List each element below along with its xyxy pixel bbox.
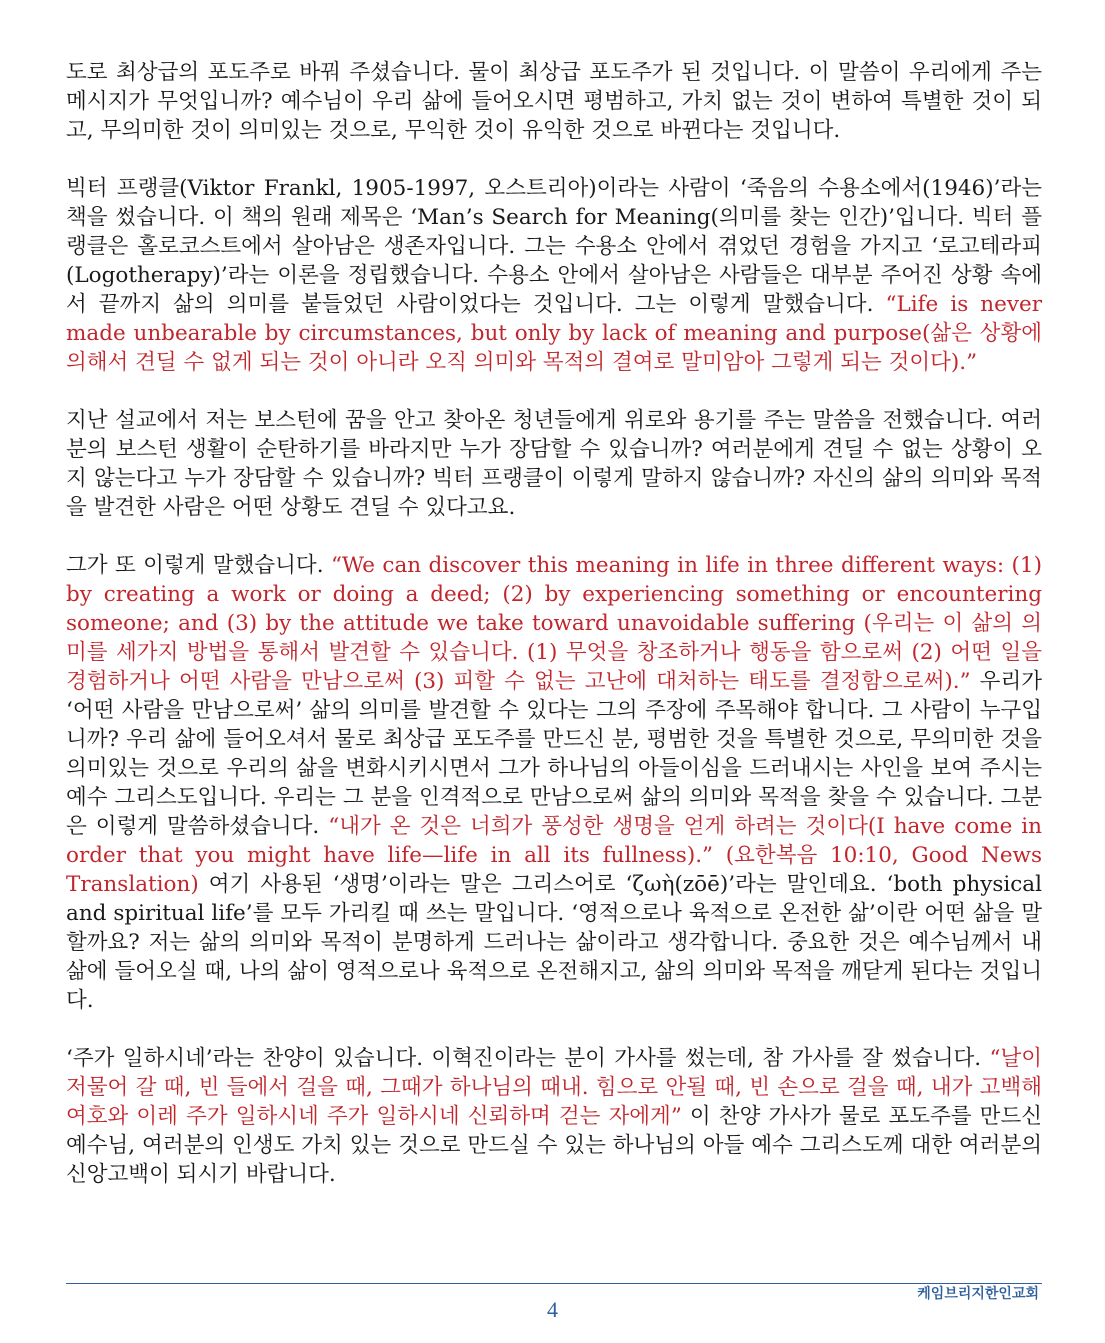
hymn-lyrics-quote: “날이 저물어 갈 때, 빈 들에서 걸을 때, 그때가 하나님의 때내. 힘으로 안될 때, 빈 손으로 걸을 때, 내가 고백해 여호와 이레 주가 일하시네 주가 일하시네 신뢰하며 걷는 자에게” bbox=[66, 1046, 1042, 1129]
scripture-quote: “내가 온 것은 너희가 풍성한 생명을 얻게 하려는 것이다(I have come in order that you might have life—life in all its fullness).” (요한복음 10:10, Good News Translation) bbox=[66, 814, 1042, 897]
paragraph-text: 빅터 프랭클(Viktor Frankl, 1905-1997, 오스트리아)이라는 사람이 ‘죽음의 수용소에서(1946)’라는 책을 썼습니다. 이 책의 원래 제목은 ‘Man’s Search for Meaning(의미를 찾는 인간)’입니다. 빅터 플랭클은 홀로코스트에서 살아남은 생존자입니다. 그는 수용소 안에서 겪었던 경험을 가지고 ‘로고테라피(Logotherapy)’라는 이론을 정립했습니다. 수용소 안에서 살아남은 사람들은 대부분 주어진 상황 속에서 끝까지 삶의 의미를 붙들었던 사람이었다는 것입니다. 그는 이렇게 말했습니다. bbox=[66, 176, 1042, 317]
paragraph-text: 우리가 ‘어떤 사람을 만남으로써’ 삶의 의미를 발견할 수 있다는 그의 주장에 주목해야 합니다. 그 사람이 누구입니까? 우리 삶에 들어오셔서 물로 최상급 포도주를 만드신 분, 평범한 것을 특별한 것으로, 무의미한 것을 의미있는 것으로 우리의 삶을 변화시키시면서 그가 하나님의 아들이심을 드러내시는 사인을 보여 주시는 예수 그리스도입니다. 우리는 그 분을 인격적으로 만남으로써 삶의 의미와 목적을 찾을 수 있습니다. 그분은 이렇게 말씀하셨습니다. bbox=[66, 669, 1042, 839]
three-ways-quote: “We can discover this meaning in life in three different ways: (1) by creating a work or doing a deed; (2) by experiencing something or encountering someone; and (3) by the attitude we take toward unavoidable suffering (우리는 이 삶의 의미를 세가지 방법을 통해서 발견할 수 있습니다. (1) 무엇을 창조하거나 행동을 함으로써 (2) 어떤 일을 경험하거나 어떤 사람을 만남으로써 (3) 피할 수 없는 고난에 대처하는 태도를 결정함으로써).” bbox=[66, 553, 1042, 694]
paragraph-text: 도로 최상급의 포도주로 바꿔 주셨습니다. 물이 최상급 포도주가 된 것입니다. 이 말씀이 우리에게 주는 메시지가 무엇입니까? 예수님이 우리 삶에 들어오시면 평범하고, 가치 없는 것이 변하여 특별한 것이 되고, 무의미한 것이 의미있는 것으로, 무익한 것이 유익한 것으로 바뀐다는 것입니다. bbox=[66, 60, 1042, 143]
paragraph-5 bbox=[66, 1044, 1042, 1189]
paragraph-text: 이 찬양 가사가 물로 포도주를 만드신 예수님, 여러분의 인생도 가치 있는 것으로 만드실 수 있는 하나님의 아들 예수 그리스도께 대한 여러분의 신앙고백이 되시기 바랍니다. bbox=[66, 1104, 1042, 1187]
paragraph-text: 지난 설교에서 저는 보스턴에 꿈을 안고 찾아온 청년들에게 위로와 용기를 주는 말씀을 전했습니다. 여러분의 보스턴 생활이 순탄하기를 바라지만 누가 장담할 수 있습니까? 여러분에게 견딜 수 없는 상황이 오지 않는다고 누가 장담할 수 있습니까? 빅터 프랭클이 이렇게 말하지 않습니까? 자신의 삶의 의미와 목적을 발견한 사람은 어떤 상황도 견딜 수 있다고요. bbox=[66, 408, 1042, 520]
paragraph-1 bbox=[66, 58, 1042, 145]
frankl-quote: “Life is never made unbearable by circumstances, but only by lack of meaning and purpose(삶은 상황에 의해서 견딜 수 없게 되는 것이 아니라 오직 의미와 목적의 결여로 말미암아 그렇게 되는 것이다).” bbox=[66, 292, 1042, 375]
paragraph-2 bbox=[66, 174, 1042, 377]
sermon-body bbox=[66, 58, 1042, 1189]
footer-divider bbox=[66, 1283, 1042, 1284]
paragraph-text: ‘주가 일하시네’라는 찬양이 있습니다. 이혁진이라는 분이 가사를 썼는데, 참 가사를 잘 썼습니다. bbox=[66, 1046, 990, 1071]
paragraph-4 bbox=[66, 551, 1042, 1015]
paragraph-3 bbox=[66, 406, 1042, 522]
paragraph-text: 그가 또 이렇게 말했습니다. bbox=[66, 553, 331, 578]
paragraph-text: 여기 사용된 ‘생명’이라는 말은 그리스어로 ‘ζωὴ(zōē)’라는 말인데요. ‘both physical and spiritual life’를 모두 가리킬 때 쓰는 말입니다. ‘영적으로나 육적으로 온전한 삶’이란 어떤 삶을 말할까요? 저는 삶의 의미와 목적이 분명하게 드러나는 삶이라고 생각합니다. 중요한 것은 예수님께서 내 삶에 들어오실 때, 나의 삶이 영적으로나 육적으로 온전해지고, 삶의 의미와 목적을 깨닫게 된다는 것입니다. bbox=[66, 872, 1042, 1013]
church-name: 케임브리지한인교회 bbox=[917, 1286, 1039, 1302]
page-number: 4 bbox=[547, 1297, 558, 1322]
